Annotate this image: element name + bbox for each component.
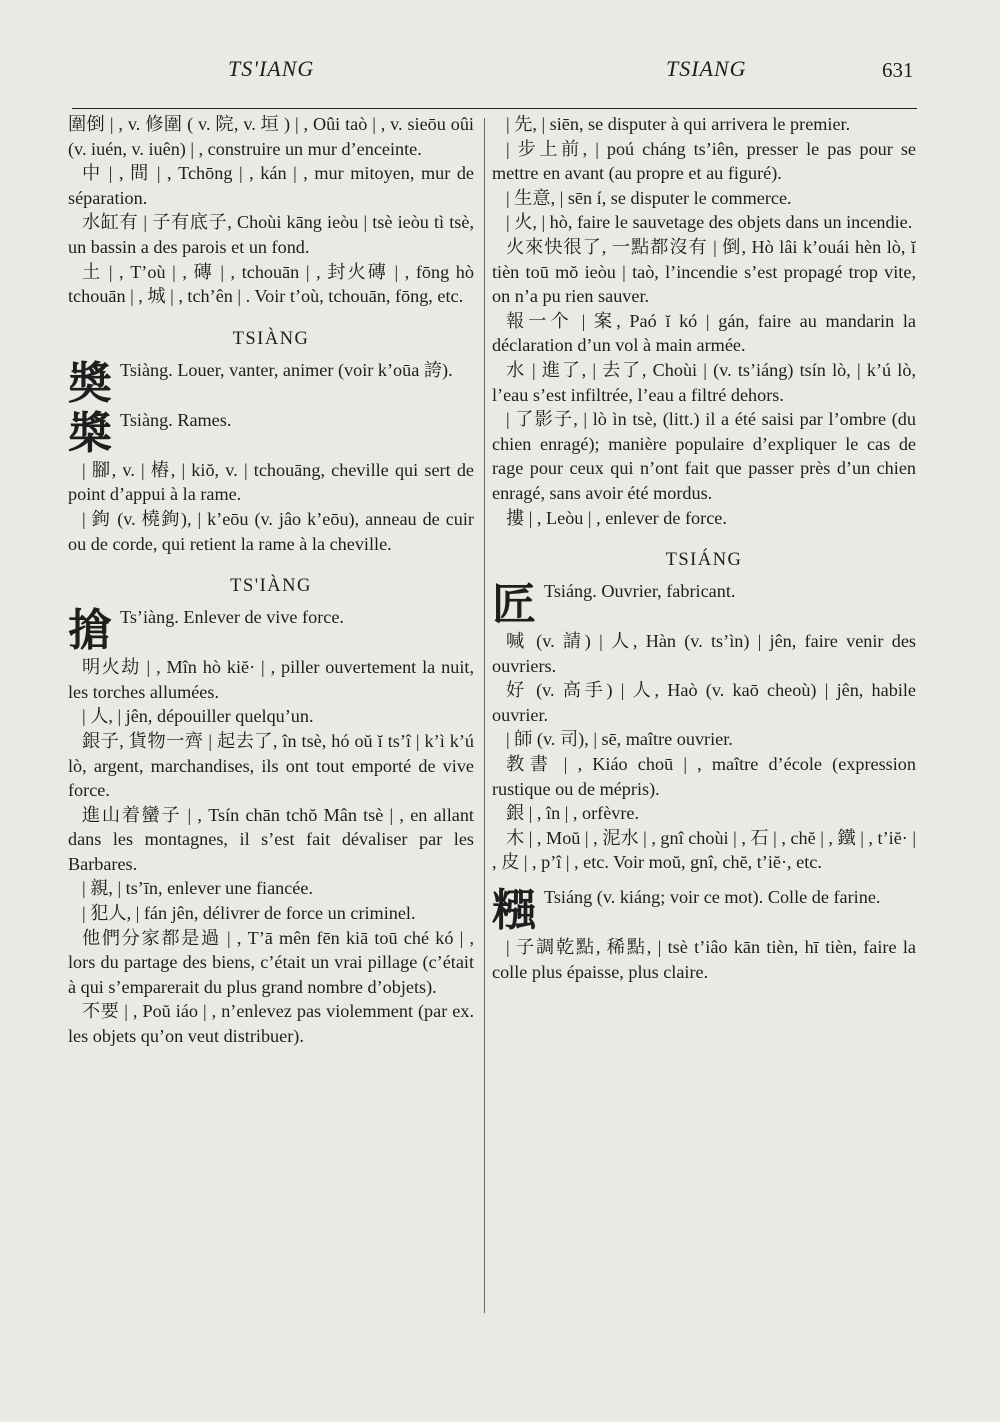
headword-definition: Tsiáng (v. kiáng; voir ce mot). Colle de farine.	[544, 887, 881, 908]
sub-entry: 銀 | , în | , orfèvre.	[506, 803, 640, 824]
sub-entry: | 犯人, | fán jên, délivrer de force un criminel.	[82, 903, 416, 924]
sub-entry: 進山着蠻子 | , Tsín chān tchŏ Mân tsè | , en allant dans les montagnes, il s’est fait dévaliser par les Barbares.	[68, 804, 474, 874]
sub-entry: | 親, | ts’īn, enlever une fiancée.	[82, 878, 313, 899]
section-heading: TS'IÀNG	[230, 576, 312, 597]
sub-entry: 銀子, 貨物一齊 | 起去了, în tsè, hó oŭ ĭ ts’î | k’ì k’ú lò, argent, marchandises, ils ont tout emporté de vive force.	[68, 730, 474, 801]
headword-entry	[68, 605, 474, 655]
sub-entry: | 子調乾點, 稀點, | tsè t’iâo kān tièn, hī tièn, faire la colle plus épaisse, plus claire.	[492, 937, 916, 982]
sub-entry: 圍倒 | , v. 修圍 ( v. 院, v. 垣 ) | , Oûi taò | , v. sieōu oûi (v. iuén, v. iuên) | , construire un mur d’enceinte.	[68, 114, 474, 159]
section-heading: TSIÀNG	[232, 328, 310, 349]
sub-entry: 報一个 | 案, Paó ĭ kó | gán, faire au mandarin la déclaration d’un vol à main armée.	[492, 310, 916, 356]
sub-entry: | 了影子, | lò ìn tsè, (litt.) il a été saisi par l’ombre (du chien enragé); manière populaire d’expliquer le cas de rage pour ceux qui n’ont fait que passer près d’un chien enragé, sans avoir été mordus.	[492, 409, 916, 503]
sub-entry: 明火劫 | , Mîn hò kiĕ· | , piller ouvertement la nuit, les torches allumées.	[68, 657, 474, 702]
page-number: 631	[882, 58, 914, 82]
headword-definition: Tsiáng. Ouvrier, fabricant.	[544, 581, 736, 602]
sub-entry: | 腳, v. | 樁, | kiŏ, v. | tchouāng, cheville qui sert de point d’appui à la rame.	[68, 459, 474, 505]
running-head-left: TS'IANG	[228, 56, 315, 81]
headword-entry	[492, 885, 916, 935]
sub-entry: 喊 (v. 請) | 人, Hàn (v. ts’ìn) | jên, faire venir des ouvriers.	[492, 631, 916, 676]
right-column	[492, 112, 916, 984]
sub-entry: | 人, | jên, dépouiller quelqu’un.	[82, 706, 314, 727]
sub-entry: | 火, | hò, faire le sauvetage des objets dans un incendie.	[506, 212, 913, 233]
sub-entry: 水缸有 | 子有底子, Choùi kāng ieòu | tsè ieòu tì tsè, un bassin a des parois et un fond.	[68, 212, 474, 257]
headword-character: 匠	[492, 579, 536, 631]
headword-definition: Tsiàng. Louer, vanter, animer (voir k’oūa 誇).	[120, 359, 453, 380]
running-head-right: TSIANG	[666, 56, 747, 81]
sub-entry: 土 | , T’où | , 磚 | , tchouān | , 封火磚 | , fōng hò tchouān | , 城 | , tch’ên | . Voir t’où, tchouān, fōng, etc.	[68, 261, 474, 307]
sub-entry: 水 | 進了, | 去了, Choùi | (v. ts’iáng) tsín lò, | k’ú lò, l’eau s’est infiltrée, l’eau a filtré dehors.	[492, 359, 916, 405]
sub-entry: | 鉤 (v. 橈鉤), | k’eōu (v. jâo k’eōu), anneau de cuir ou de corde, qui retient la rame à la cheville.	[68, 508, 474, 554]
sub-entry: 中 | , 間 | , Tchōng | , kán | , mur mitoyen, mur de séparation.	[68, 163, 474, 208]
headword-entry	[68, 358, 474, 408]
headword-entry	[492, 579, 916, 629]
headword-character: 槳	[68, 407, 112, 459]
column-divider	[484, 118, 485, 1313]
headword-character: 糨	[492, 885, 536, 937]
sub-entry: 摟 | , Leòu | , enlever de force.	[506, 507, 727, 528]
sub-entry: 火來快很了, 一點都沒有 | 倒, Hò lâi k’ouái hèn lò, ĭ tièn toū mŏ ieòu | taò, l’incendie s’est propagé trop vite, on n’a pu rien sauver.	[492, 236, 916, 307]
sub-entry: 他們分家都是過 | , T’ā mên fēn kiā toū ché kó | , lors du partage des biens, c’était un vrai pillage (c’était à qui s’emparerait du plus grand nombre d’objets).	[68, 927, 474, 997]
headword-definition: Ts’iàng. Enlever de vive force.	[120, 607, 344, 628]
left-column	[68, 112, 474, 1049]
sub-entry: 不要 | , Poŭ iáo | , n’enlevez pas violemment (par ex. les objets qu’on veut distribuer).	[68, 1001, 474, 1047]
headword-character: 奬	[68, 357, 112, 409]
headword-character: 搶	[68, 605, 112, 657]
headword-definition: Tsiàng. Rames.	[120, 409, 232, 430]
sub-entry: | 步上前, | poú cháng ts’iên, presser le pas pour se mettre en avant (au propre et au figuré).	[492, 138, 916, 184]
section-heading: TSIÁNG	[665, 550, 743, 571]
sub-entry: | 先, | siēn, se disputer à qui arrivera le premier.	[506, 114, 851, 134]
headword-entry	[68, 408, 474, 458]
header-rule	[72, 108, 917, 109]
page-header	[0, 56, 1000, 96]
sub-entry: 教書 | , Kiáo choū | , maître d’école (expression rustique ou de mépris).	[492, 754, 916, 799]
sub-entry: 好 (v. 高手) | 人, Haò (v. kaō cheoù) | jên, habile ouvrier.	[492, 680, 916, 725]
sub-entry: | 師 (v. 司), | sē, maître ouvrier.	[506, 729, 733, 750]
sub-entry: 木 | , Moŭ | , 泥水 | , gnî choùi | , 石 | , chĕ | , 鐵 | , t’iĕ· | , 皮 | , p’î | , etc. Voir moŭ, gnî, chĕ, t’iĕ·, etc.	[492, 827, 917, 873]
sub-entry: | 生意, | sēn í, se disputer le commerce.	[506, 187, 792, 208]
